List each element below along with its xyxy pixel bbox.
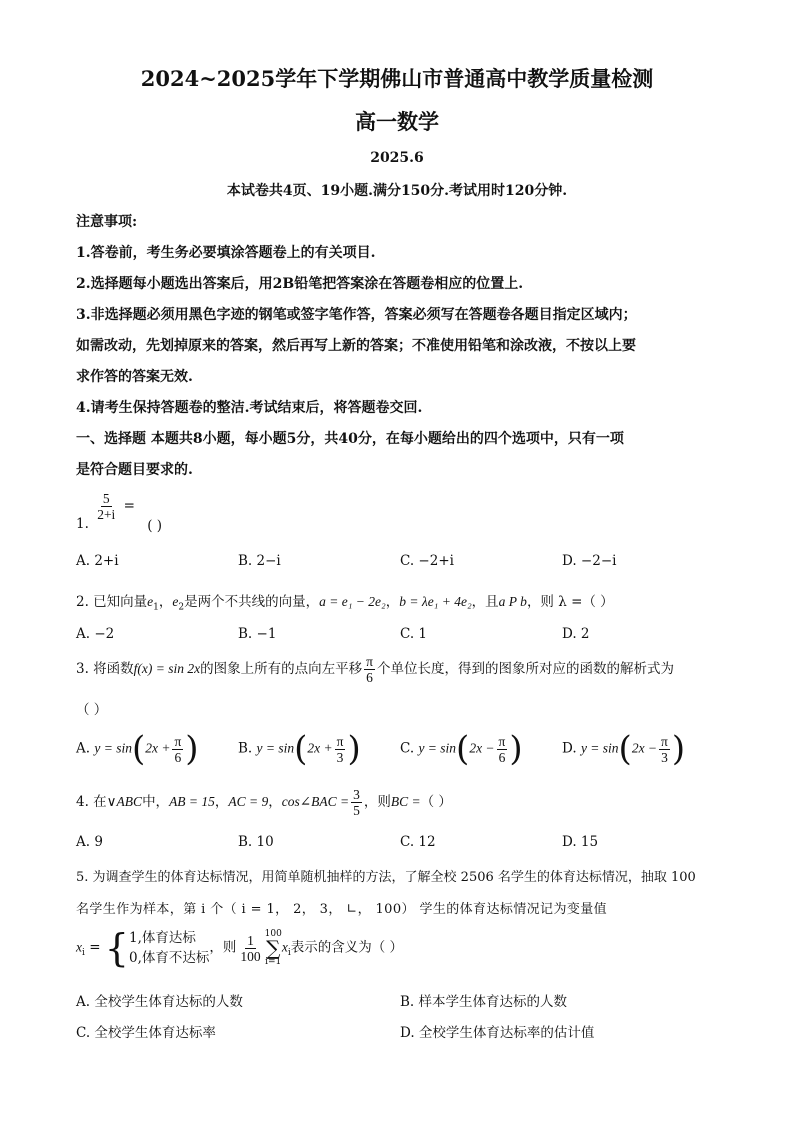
sigma-icon: ∑ [266, 936, 281, 960]
question-number: 1. [76, 516, 89, 532]
fraction-denominator: 6 [174, 749, 182, 765]
option-expression: y = sin [580, 740, 619, 756]
option-b: B. 2−i [238, 553, 281, 569]
answer-blank: （ ） [76, 702, 108, 718]
subscript: i [82, 948, 85, 959]
option-inner: 2x − [469, 740, 495, 756]
fraction-numerator: π [366, 654, 373, 669]
fraction-denominator: 2+i [97, 507, 116, 522]
option-c: C. y = sin(2x − $\frac{\pi}{6}$ ) [400, 729, 523, 769]
fraction-denominator: 5 [353, 803, 360, 818]
option-expression: y = sin [256, 740, 295, 756]
option-label: D. [562, 740, 577, 757]
option-inner: 2x − [631, 740, 658, 756]
fraction-numerator: π [336, 733, 344, 749]
option-c: C. 12 [400, 834, 436, 850]
shift-fraction [364, 654, 375, 685]
sum-upper-limit: 100 [264, 929, 282, 939]
question-text: 是两个不共线的向量， [184, 594, 320, 610]
option-c: C. −2+i [400, 553, 454, 569]
note-item: 求作答的答案无效. [76, 369, 193, 385]
subscript: 2 [178, 602, 185, 613]
option-b: B. −1 [238, 626, 277, 642]
separator: ， [158, 594, 173, 610]
option-expression: y = sin [94, 740, 132, 756]
option-d: D. 15 [562, 834, 599, 850]
question-text: ，且 [471, 594, 499, 610]
question-1 [76, 491, 163, 534]
piecewise-cases [129, 928, 209, 968]
note-item: 1.答卷前，考生务必要填涂答题卷上的有关项目. [76, 245, 376, 261]
vector-b-definition: b = λe₁ + 4e₂ [399, 594, 472, 609]
question-5-line2: 名学生作为样本，第 i 个（ i = 1， 2， 3， ∟， 100） 学生的体育达标情况记为变量值 [76, 902, 608, 917]
answer-blank: （ ） [420, 794, 452, 810]
option-d: D. −2−i [562, 553, 617, 569]
option-label: C. [400, 740, 415, 757]
function-definition: f(x) = sin 2x [133, 661, 201, 676]
option-d: D. 全校学生体育达标率的估计值 [400, 1025, 595, 1041]
fraction-numerator: 3 [353, 787, 360, 802]
option-d: D. 2 [562, 626, 590, 642]
fraction-denominator: 3 [336, 749, 344, 765]
equals-sign: = [123, 498, 135, 514]
question-text: 3. 将函数 [76, 661, 134, 677]
separator: ， [214, 794, 229, 810]
question-4 [76, 787, 452, 818]
question-text: ，则 [363, 794, 391, 810]
exam-title: 2024~2025学年下学期佛山市普通高中教学质量检测 [140, 66, 654, 91]
sum-lower-limit: i=1 [265, 957, 282, 967]
fraction-denominator: 100 [240, 948, 261, 964]
exam-subtitle: 高一数学 [355, 109, 439, 134]
variable-x: x [76, 939, 82, 955]
question-text: 中， [142, 794, 170, 810]
summand: x [281, 939, 288, 955]
section-heading-cont: 是符合题目要求的. [76, 462, 193, 478]
option-label: A. [76, 740, 91, 757]
notes-heading: 注意事项: [76, 214, 138, 230]
side-bc: BC = [390, 794, 421, 809]
option-a: A. 全校学生体育达标的人数 [76, 994, 243, 1010]
question-text: 4. 在 [76, 794, 107, 810]
question-text: 表示的含义为（ ） [290, 939, 403, 956]
parallel-condition: a P b [498, 594, 527, 609]
vector-a-definition: a = e₁ − 2e₂ [319, 594, 386, 609]
vector-e1: e [147, 594, 154, 609]
fraction-denominator: 3 [661, 749, 668, 765]
option-a: A. 9 [76, 834, 103, 850]
question-5-line1: 5. 为调查学生的体育达标情况，用简单随机抽样的方法，了解全校 2506 名学生的体育达标情况，抽取 100 [76, 870, 696, 885]
mean-fraction [238, 933, 262, 964]
option-a: A. −2 [76, 626, 115, 642]
fraction-numerator: π [498, 733, 506, 749]
option-d: D. y = sin(2x − $\frac{\pi}{3}$ ) [562, 729, 686, 769]
option-inner: 2x + [307, 740, 333, 756]
cosine-fraction [351, 787, 362, 818]
separator: ， [268, 794, 282, 810]
side-ab: AB = 15 [169, 794, 215, 809]
question-text: 个单位长度，得到的图象所对应的函数的解析式为 [376, 661, 674, 677]
cosine-expression: cos∠BAC = [281, 794, 350, 809]
question-text: 的图象上所有的点向左平移 [200, 661, 363, 677]
option-inner: 2x + [145, 740, 171, 756]
question-text: ，则 λ =（ ） [526, 594, 614, 610]
option-c: C. 全校学生体育达标率 [76, 1025, 216, 1041]
fraction-numerator: 5 [102, 491, 110, 506]
summation-symbol [265, 929, 282, 967]
option-b: B. 10 [238, 834, 274, 850]
case-1: 1,体育达标 [128, 930, 196, 946]
note-item: 3.非选择题必须用黑色字迹的钢笔或签字笔作答，答案必须写在答题卷各题目指定区域内； [76, 307, 637, 323]
option-b: B. y = sin(2x + $\frac{\pi}{3}$ ) [238, 729, 361, 769]
separator: ， [385, 594, 400, 610]
fraction-numerator: π [174, 733, 182, 749]
vector-e2: e [172, 594, 179, 609]
question-2 [76, 590, 614, 613]
side-ac: AC = 9 [228, 794, 269, 809]
section-heading: 一、选择题 本题共8小题，每小题5分，共40分，在每小题给出的四个选项中，只有一项 [76, 431, 624, 447]
subscript: i [287, 948, 291, 959]
subscript: 1 [153, 602, 159, 613]
question-text: ，则 [209, 939, 237, 956]
option-a: A. 2+i [76, 553, 119, 569]
question-3 [76, 654, 674, 685]
q1-fraction [95, 491, 117, 522]
option-b: B. 样本学生体育达标的人数 [400, 994, 568, 1010]
question-5-line3: $x_i$ = { 1,体育达标 0,体育不达标 ，则 $\frac{1}{100}$ 100 ∑ i=1 $x_i$表示的含义为（ ） [76, 926, 403, 970]
triangle-label: ∨ABC [106, 794, 143, 809]
option-expression: y = sin [418, 740, 457, 756]
question-text: 2. 已知向量 [76, 594, 148, 610]
answer-blank: ( ) [147, 518, 163, 534]
exam-intro: 本试卷共4页、19小题.满分150分.考试用时120分钟. [226, 183, 568, 199]
fraction-denominator: 6 [366, 670, 373, 685]
option-a: A. y = sin(2x + $\frac{\pi}{6}$ ) [76, 729, 199, 769]
equals-sign: = [89, 939, 101, 956]
note-item: 2.选择题每小题选出答案后，用2B铅笔把答案涂在答题卷相应的位置上. [76, 276, 524, 292]
option-label: B. [238, 740, 253, 757]
case-2: 0,体育不达标 [128, 950, 210, 966]
exam-date: 2025.6 [370, 150, 424, 166]
fraction-denominator: 6 [498, 749, 506, 765]
note-item: 如需改动，先划掉原来的答案，然后再写上新的答案；不准使用铅笔和涂改液，不按以上要 [76, 338, 636, 354]
fraction-numerator: π [661, 733, 668, 749]
note-item: 4.请考生保持答题卷的整洁.考试结束后，将答题卷交回. [76, 400, 423, 416]
option-c: C. 1 [400, 626, 428, 642]
fraction-numerator: 1 [247, 932, 254, 948]
